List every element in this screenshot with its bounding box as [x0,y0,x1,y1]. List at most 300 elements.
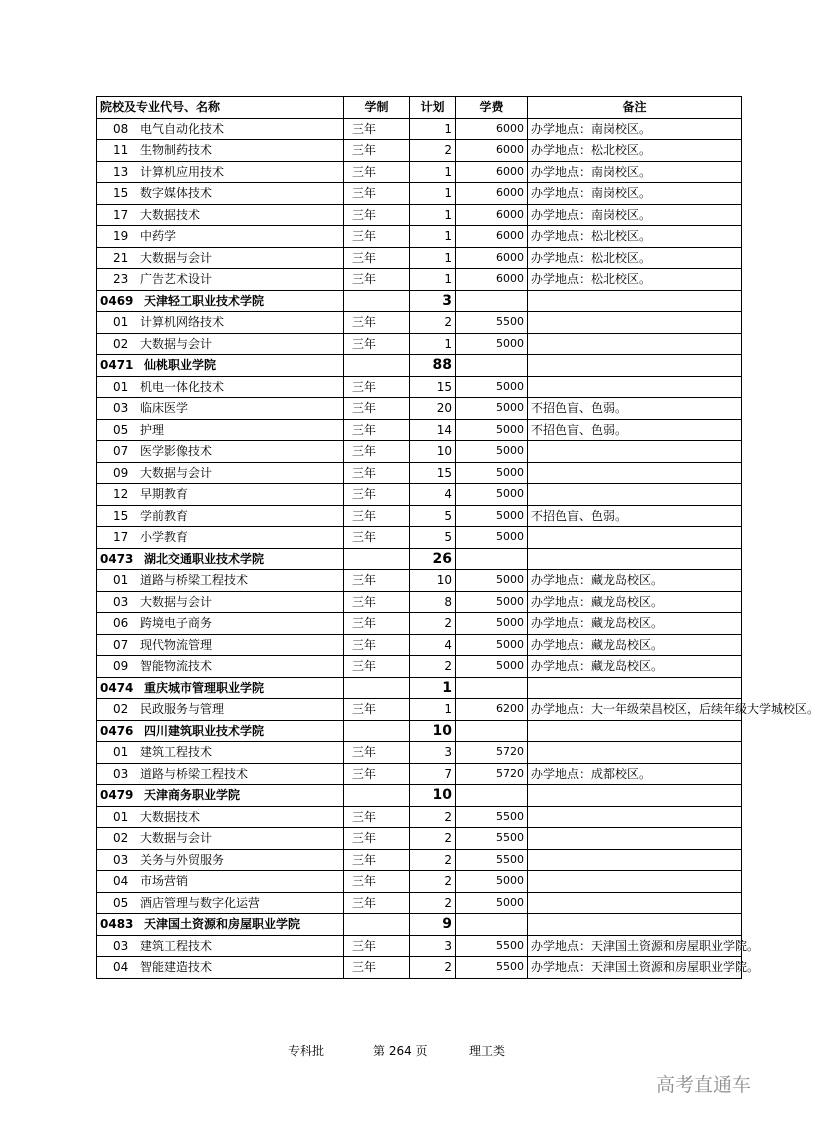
major-row [97,462,742,484]
major-name: 大数据技术 [140,809,201,824]
school-cell [97,677,344,699]
school-row [97,914,742,936]
years-cell: 三年 [344,441,410,463]
major-row [97,935,742,957]
major-cell [97,183,344,205]
major-name: 建筑工程技术 [140,745,213,760]
fee-cell: 6000 [456,269,528,291]
years-cell: 三年 [344,763,410,785]
major-name: 医学影像技术 [140,444,213,459]
major-row [97,828,742,850]
years-cell: 三年 [344,376,410,398]
major-cell [97,161,344,183]
major-name: 民政服务与管理 [140,702,225,717]
note-cell: 不招色盲、色弱。 [528,505,742,527]
fee-cell: 5000 [456,527,528,549]
major-code: 23 [113,272,129,287]
major-name: 大数据与会计 [140,250,213,265]
major-code: 19 [113,229,129,244]
major-row [97,570,742,592]
note-cell: 办学地点：南岗校区。 [528,161,742,183]
major-row [97,613,742,635]
plan-cell: 4 [410,484,456,506]
fee-cell: 5000 [456,656,528,678]
major-row [97,226,742,248]
years-cell: 三年 [344,613,410,635]
plan-cell: 4 [410,634,456,656]
major-cell [97,247,344,269]
major-cell [97,398,344,420]
plan-cell: 3 [410,935,456,957]
fee-cell: 5720 [456,763,528,785]
note-cell: 办学地点：天津国土资源和房屋职业学院。 [528,957,742,979]
major-code: 03 [113,852,129,867]
footer-batch: 专科批 [288,1044,325,1058]
major-cell [97,828,344,850]
plan-cell: 1 [410,204,456,226]
major-name: 智能建造技术 [140,960,213,975]
fee-cell: 6000 [456,226,528,248]
note-cell [528,441,742,463]
major-code: 03 [113,938,129,953]
years-cell: 三年 [344,333,410,355]
school-cell [97,355,344,377]
major-row [97,806,742,828]
note-cell: 办学地点：南岗校区。 [528,118,742,140]
major-row [97,591,742,613]
table-body [97,118,819,978]
fee-cell: 5000 [456,570,528,592]
note-cell [528,548,742,570]
major-cell [97,441,344,463]
plan-cell: 2 [410,656,456,678]
major-cell [97,957,344,979]
years-cell: 三年 [344,871,410,893]
school-cell [97,548,344,570]
fee-cell: 5000 [456,398,528,420]
major-row [97,118,742,140]
major-cell [97,462,344,484]
major-cell [97,892,344,914]
major-code: 13 [113,164,129,179]
school-plan-total: 88 [410,355,456,377]
fee-cell: 5000 [456,333,528,355]
fee-cell: 5000 [456,419,528,441]
major-row [97,527,742,549]
fee-cell: 5500 [456,312,528,334]
plan-cell: 2 [410,957,456,979]
major-row [97,849,742,871]
major-code: 02 [113,702,129,717]
header-plan: 计划 [410,97,456,119]
note-cell [528,527,742,549]
note-cell: 办学地点：藏龙岛校区。 [528,656,742,678]
years-cell [344,720,410,742]
fee-cell: 6000 [456,118,528,140]
fee-cell: 5500 [456,957,528,979]
years-cell [344,677,410,699]
major-name: 中药学 [140,229,177,244]
major-code: 05 [113,895,129,910]
plan-cell: 15 [410,462,456,484]
major-name: 广告艺术设计 [140,272,213,287]
major-name: 计算机应用技术 [140,164,225,179]
fee-cell: 5000 [456,634,528,656]
major-code: 05 [113,422,129,437]
major-code: 11 [113,143,129,158]
note-cell [528,677,742,699]
school-plan-total: 10 [410,785,456,807]
years-cell: 三年 [344,591,410,613]
major-code: 03 [113,594,129,609]
major-code: 17 [113,530,129,545]
major-cell [97,376,344,398]
major-code: 08 [113,121,129,136]
major-code: 07 [113,444,129,459]
years-cell: 三年 [344,161,410,183]
years-cell [344,785,410,807]
major-cell [97,140,344,162]
years-cell: 三年 [344,892,410,914]
major-row [97,204,742,226]
fee-cell: 5000 [456,376,528,398]
fee-cell: 5000 [456,505,528,527]
plan-cell: 5 [410,505,456,527]
plan-cell: 1 [410,333,456,355]
plan-cell: 1 [410,699,456,721]
major-row [97,871,742,893]
fee-cell [456,720,528,742]
fee-cell [456,785,528,807]
fee-cell [456,355,528,377]
major-cell [97,935,344,957]
major-name: 电气自动化技术 [140,121,225,136]
major-code: 15 [113,186,129,201]
school-row [97,677,742,699]
school-code: 0474 [100,680,134,695]
major-row [97,419,742,441]
major-cell [97,806,344,828]
major-code: 02 [113,831,129,846]
major-row [97,247,742,269]
plan-cell: 1 [410,269,456,291]
major-cell [97,634,344,656]
plan-cell: 2 [410,892,456,914]
major-cell [97,226,344,248]
major-row [97,183,742,205]
note-cell [528,462,742,484]
years-cell [344,548,410,570]
major-name: 临床医学 [140,401,189,416]
major-cell [97,570,344,592]
footer-category: 理工类 [469,1044,506,1058]
major-row [97,398,742,420]
plan-cell: 1 [410,118,456,140]
major-name: 大数据与会计 [140,831,213,846]
years-cell: 三年 [344,570,410,592]
major-code: 03 [113,401,129,416]
note-cell: 办学地点：天津国土资源和房屋职业学院。 [528,935,742,957]
major-row [97,763,742,785]
header-fee: 学费 [456,97,528,119]
school-code: 0479 [100,788,134,803]
years-cell: 三年 [344,484,410,506]
major-name: 学前教育 [140,508,189,523]
major-cell [97,656,344,678]
note-cell: 办学地点：大一年级荣昌校区，后续年级大学城校区。 [528,699,742,721]
major-cell [97,871,344,893]
plan-cell: 1 [410,183,456,205]
major-cell [97,763,344,785]
years-cell: 三年 [344,699,410,721]
note-cell: 办学地点：藏龙岛校区。 [528,570,742,592]
major-name: 生物制药技术 [140,143,213,158]
note-cell [528,484,742,506]
major-code: 02 [113,336,129,351]
major-name: 护理 [140,422,165,437]
major-name: 跨境电子商务 [140,616,213,631]
note-cell: 办学地点：松北校区。 [528,226,742,248]
school-code: 0471 [100,358,134,373]
note-cell [528,871,742,893]
school-plan-total: 1 [410,677,456,699]
note-cell [528,892,742,914]
major-name: 关务与外贸服务 [140,852,225,867]
school-cell [97,785,344,807]
major-cell [97,527,344,549]
years-cell: 三年 [344,269,410,291]
major-name: 大数据与会计 [140,594,213,609]
note-cell: 办学地点：松北校区。 [528,269,742,291]
plan-cell: 2 [410,140,456,162]
note-cell [528,806,742,828]
plan-cell: 2 [410,806,456,828]
fee-cell: 5000 [456,484,528,506]
footer-page-number: 第 264 页 [373,1044,428,1058]
major-cell [97,613,344,635]
major-cell [97,591,344,613]
major-code: 15 [113,508,129,523]
school-row [97,785,742,807]
fee-cell: 5000 [456,613,528,635]
major-cell [97,312,344,334]
fee-cell: 6000 [456,183,528,205]
major-row [97,957,742,979]
plan-cell: 5 [410,527,456,549]
school-name: 四川建筑职业技术学院 [144,723,265,738]
table-header-row [97,97,742,119]
major-code: 07 [113,637,129,652]
years-cell [344,914,410,936]
major-row [97,161,742,183]
major-code: 03 [113,766,129,781]
fee-cell [456,290,528,312]
school-name: 湖北交通职业技术学院 [144,551,265,566]
plan-cell: 7 [410,763,456,785]
major-name: 道路与桥梁工程技术 [140,573,249,588]
major-name: 计算机网络技术 [140,315,225,330]
years-cell: 三年 [344,183,410,205]
major-row [97,505,742,527]
years-cell: 三年 [344,398,410,420]
school-name: 天津商务职业学院 [144,788,241,803]
school-code: 0473 [100,551,134,566]
major-code: 01 [113,573,129,588]
major-code: 09 [113,465,129,480]
major-row [97,441,742,463]
years-cell [344,355,410,377]
major-name: 早期教育 [140,487,189,502]
plan-cell: 1 [410,161,456,183]
school-plan-total: 26 [410,548,456,570]
fee-cell [456,677,528,699]
note-cell [528,785,742,807]
watermark-text: 高考直通车 [656,1074,752,1096]
major-row [97,312,742,334]
major-name: 数字媒体技术 [140,186,213,201]
plan-cell: 2 [410,613,456,635]
plan-cell: 1 [410,247,456,269]
major-name: 大数据与会计 [140,336,213,351]
major-name: 机电一体化技术 [140,379,225,394]
major-code: 06 [113,616,129,631]
years-cell: 三年 [344,505,410,527]
major-cell [97,269,344,291]
note-cell [528,849,742,871]
years-cell [344,290,410,312]
school-name: 仙桃职业学院 [144,358,217,373]
years-cell: 三年 [344,957,410,979]
years-cell: 三年 [344,140,410,162]
school-code: 0476 [100,723,134,738]
major-row [97,742,742,764]
major-code: 21 [113,250,129,265]
plan-cell: 2 [410,312,456,334]
school-name: 天津轻工职业技术学院 [144,293,265,308]
note-cell: 办学地点：成都校区。 [528,763,742,785]
note-cell: 办学地点：南岗校区。 [528,183,742,205]
note-cell: 办学地点：藏龙岛校区。 [528,591,742,613]
major-cell [97,484,344,506]
note-cell: 不招色盲、色弱。 [528,419,742,441]
major-code: 01 [113,315,129,330]
major-name: 智能物流技术 [140,659,213,674]
major-name: 现代物流管理 [140,637,213,652]
major-code: 17 [113,207,129,222]
school-plan-total: 9 [410,914,456,936]
school-name: 重庆城市管理职业学院 [144,680,265,695]
fee-cell: 5500 [456,935,528,957]
school-code: 0483 [100,917,134,932]
fee-cell: 5000 [456,462,528,484]
years-cell: 三年 [344,849,410,871]
school-cell [97,720,344,742]
header-note: 备注 [528,97,742,119]
years-cell: 三年 [344,204,410,226]
fee-cell [456,914,528,936]
fee-cell: 6000 [456,161,528,183]
plan-cell: 2 [410,849,456,871]
note-cell: 办学地点：藏龙岛校区。 [528,634,742,656]
major-name: 大数据与会计 [140,465,213,480]
school-row [97,355,742,377]
fee-cell: 6000 [456,247,528,269]
years-cell: 三年 [344,634,410,656]
major-cell [97,419,344,441]
note-cell: 办学地点：藏龙岛校区。 [528,613,742,635]
plan-cell: 10 [410,570,456,592]
plan-cell: 10 [410,441,456,463]
school-row [97,548,742,570]
note-cell [528,720,742,742]
plan-cell: 2 [410,828,456,850]
note-cell: 不招色盲、色弱。 [528,398,742,420]
fee-cell: 5000 [456,892,528,914]
major-code: 01 [113,379,129,394]
admission-plan-table [96,96,819,979]
note-cell [528,914,742,936]
years-cell: 三年 [344,935,410,957]
fee-cell: 6000 [456,140,528,162]
school-cell [97,290,344,312]
major-row [97,333,742,355]
years-cell: 三年 [344,419,410,441]
header-name: 院校及专业代号、名称 [97,97,344,119]
years-cell: 三年 [344,828,410,850]
school-cell [97,914,344,936]
major-row [97,269,742,291]
fee-cell: 5500 [456,806,528,828]
note-cell [528,828,742,850]
school-row [97,290,742,312]
major-code: 04 [113,874,129,889]
plan-cell: 3 [410,742,456,764]
school-row [97,720,742,742]
major-name: 建筑工程技术 [140,938,213,953]
major-cell [97,118,344,140]
major-row [97,140,742,162]
fee-cell: 5000 [456,871,528,893]
major-row [97,634,742,656]
major-cell [97,699,344,721]
fee-cell: 5500 [456,828,528,850]
major-row [97,484,742,506]
note-cell [528,290,742,312]
major-code: 01 [113,809,129,824]
note-cell [528,355,742,377]
major-cell [97,333,344,355]
major-code: 04 [113,960,129,975]
school-name: 天津国土资源和房屋职业学院 [144,917,301,932]
years-cell: 三年 [344,462,410,484]
fee-cell: 6000 [456,204,528,226]
years-cell: 三年 [344,118,410,140]
major-name: 市场营销 [140,874,189,889]
major-row [97,892,742,914]
note-cell [528,742,742,764]
years-cell: 三年 [344,742,410,764]
note-cell [528,333,742,355]
major-cell [97,204,344,226]
major-row [97,699,742,721]
major-code: 01 [113,745,129,760]
major-cell [97,849,344,871]
years-cell: 三年 [344,247,410,269]
years-cell: 三年 [344,312,410,334]
years-cell: 三年 [344,656,410,678]
major-row [97,376,742,398]
header-years: 学制 [344,97,410,119]
